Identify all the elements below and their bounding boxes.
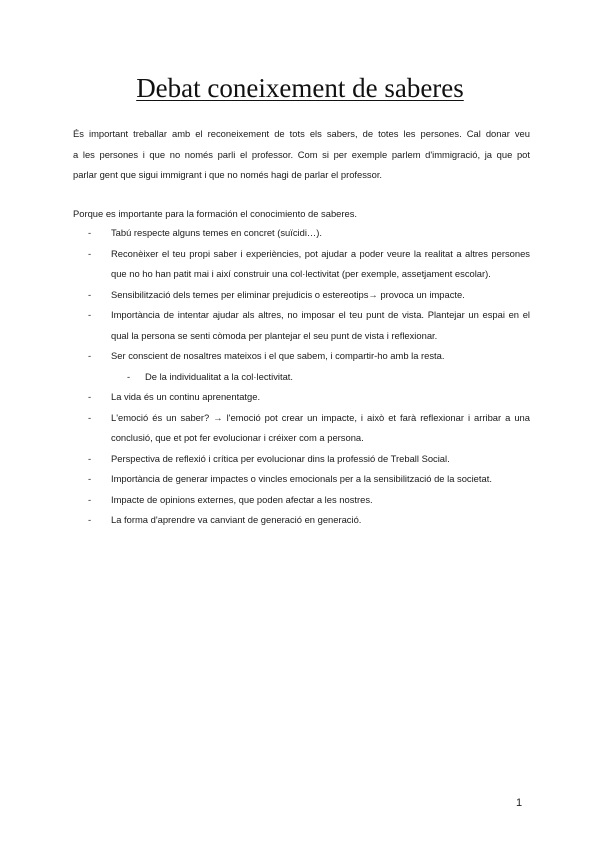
document-title: Debat coneixement de saberes [136, 73, 464, 103]
list-item [73, 305, 530, 346]
bullet-dash: - [88, 473, 92, 484]
list-item [73, 285, 530, 306]
bullet-dash: - [88, 227, 92, 238]
list-item-text: Sensibilització dels temes per eliminar prejudicis o estereotips→ provoca un impacte. [111, 288, 465, 300]
sub-list-item [73, 367, 530, 388]
list-item [73, 469, 530, 490]
bullet-dash: - [88, 493, 92, 505]
list-item-text: Perspectiva de reflexió i crítica per evolucionar dins la professió de Treball Social. [111, 452, 450, 464]
page-number: 1 [516, 797, 523, 809]
bullet-dash: - [127, 370, 131, 382]
list-item-text: Importància de generar impactes o vincles emocionals per a la sensibilització de la societat. [111, 473, 492, 484]
bullet-dash: - [88, 247, 92, 259]
bullet-dash: - [88, 288, 92, 300]
list-item [73, 244, 530, 285]
list-item [73, 408, 530, 449]
bullet-dash: - [88, 350, 92, 361]
list-item [73, 346, 530, 367]
list-item [73, 490, 530, 511]
intro-line: a les persones i que no només parli el professor. Com si per exemple parlem d'immigració, ja que pot [73, 148, 530, 160]
list-item-text: Impacte de opinions externes, que poden afectar a les nostres. [111, 493, 373, 505]
list-item [73, 387, 530, 408]
bullet-dash: - [88, 309, 92, 320]
list-item-text: Importància de intentar ajudar als altres, no imposar el teu punt de vista. Plantejar un espai en el qual la persona se senti còmoda per plantejar el seu punt de vista i reflexionar. [111, 309, 530, 341]
intro-paragraph [73, 124, 530, 186]
bullet-list [73, 223, 530, 531]
intro-line: parlar gent que sigui immigrant i que no només hagi de parlar el professor. [73, 169, 383, 180]
bullet-dash: - [88, 391, 92, 402]
list-item-text: De la individualitat a la col·lectivitat. [145, 370, 293, 382]
list-item [73, 223, 530, 244]
bullet-dash: - [88, 514, 92, 525]
list-item [73, 510, 530, 531]
list-item [73, 449, 530, 470]
list-item-text: Reconèixer el teu propi saber i experiències, pot ajudar a poder veure la realitat a altres persones que no ho han patit mai i així construir una col·lectivitat (per exemple, assetjament escolar). [111, 247, 530, 279]
question-heading: Porque es importante para la formación el conocimiento de saberes. [73, 208, 358, 219]
intro-line: És important treballar amb el reconeixement de tots els sabers, de totes les persones. Cal donar veu [73, 128, 530, 139]
list-item-text: La vida és un continu aprenentatge. [111, 391, 261, 402]
list-item-text: Tabú respecte alguns temes en concret (suïcidi…). [111, 227, 323, 238]
list-item-text: La forma d'aprendre va canviant de generació en generació. [111, 514, 362, 525]
bullet-dash: - [88, 411, 92, 423]
list-item-text: L'emoció és un saber? → l'emoció pot crear un impacte, i això et farà reflexionar i arribar a una conclusió, que et pot fer evolucionar i créixer com a persona. [111, 411, 530, 443]
bullet-dash: - [88, 452, 92, 464]
list-item-text: Ser conscient de nosaltres mateixos i el que sabem, i compartir-ho amb la resta. [111, 350, 445, 361]
